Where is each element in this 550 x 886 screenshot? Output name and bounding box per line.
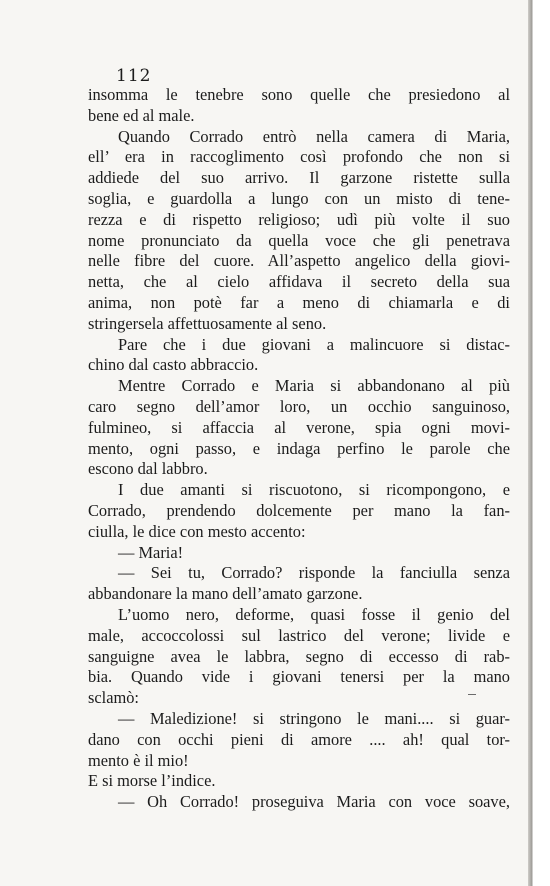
text-line: Corrado, prendendo dolcemente per mano la fan- <box>88 500 510 520</box>
text-line: stringersela affettuosamente al seno. <box>88 313 327 333</box>
text-line: chino dal casto abbraccio. <box>88 355 259 375</box>
text-line: Mentre Corrado e Maria si abbandonano al più <box>118 376 510 396</box>
text-line: abbandonare la mano dell’amato garzone. <box>88 584 363 604</box>
text-line: ciulla, le dice con mesto accento: <box>88 521 306 541</box>
text-line: I due amanti si riscuotono, si ricompongono, e <box>118 480 510 500</box>
page-number: 112 <box>116 66 152 86</box>
text-line: nelle fibre del cuore. All’aspetto angelico della giovi- <box>88 251 510 271</box>
body-text <box>88 85 510 813</box>
text-line: caro segno dell’amor loro, un occhio sanguinoso, <box>88 396 510 416</box>
text-line: ell’ era in raccoglimento così profondo che non si <box>88 147 510 167</box>
text-line: fulmineo, si affaccia al verone, spia ogni movi- <box>88 417 510 437</box>
text-line: addiede del suo arrivo. Il garzone ristette sulla <box>88 168 510 188</box>
text-line: dano con occhi pieni di amore .... ah! qual tor- <box>88 729 510 749</box>
text-line: — Sei tu, Corrado? risponde la fanciulla senza <box>118 563 510 583</box>
text-line: bene ed al male. <box>88 105 195 125</box>
print-mark <box>468 694 476 695</box>
text-line: sclamò: <box>88 688 139 708</box>
text-line: bia. Quando vide i giovani tenersi per la mano <box>88 667 510 687</box>
text-line: L’uomo nero, deforme, quasi fosse il genio del <box>118 604 510 624</box>
text-line: — Maria! <box>118 542 184 562</box>
text-line: soglia, e guardolla a lungo con un misto di tene- <box>88 188 510 208</box>
page-edge <box>528 0 550 886</box>
text-line: nome pronunciato da quella voce che gli penetrava <box>88 230 510 250</box>
text-line: — Oh Corrado! proseguiva Maria con voce soave, <box>118 792 510 812</box>
text-line: netta, che al cielo affidava il secreto della sua <box>88 272 510 292</box>
text-line: mento, ogni passo, e indaga perfino le parole che <box>88 438 510 458</box>
text-line: Quando Corrado entrò nella camera di Maria, <box>118 126 510 146</box>
text-line: sanguigne avea le labbra, segno di eccesso di rab- <box>88 646 510 666</box>
text-line: Pare che i due giovani a malincuore si distac- <box>118 334 510 354</box>
text-line: — Maledizione! si stringono le mani.... si guar- <box>118 708 510 728</box>
text-line: insomma le tenebre sono quelle che presiedono al <box>88 85 510 104</box>
text-line: E si morse l’indice. <box>88 771 216 791</box>
text-line: mento è il mio! <box>88 750 189 770</box>
text-line: anima, non potè far a meno di chiamarla e di <box>88 292 510 312</box>
text-line: rezza e di rispetto religioso; udì più volte il suo <box>88 209 510 229</box>
text-line: escono dal labbro. <box>88 459 208 479</box>
text-line: male, accoccolossi sul lastrico del verone; livide e <box>88 625 510 645</box>
